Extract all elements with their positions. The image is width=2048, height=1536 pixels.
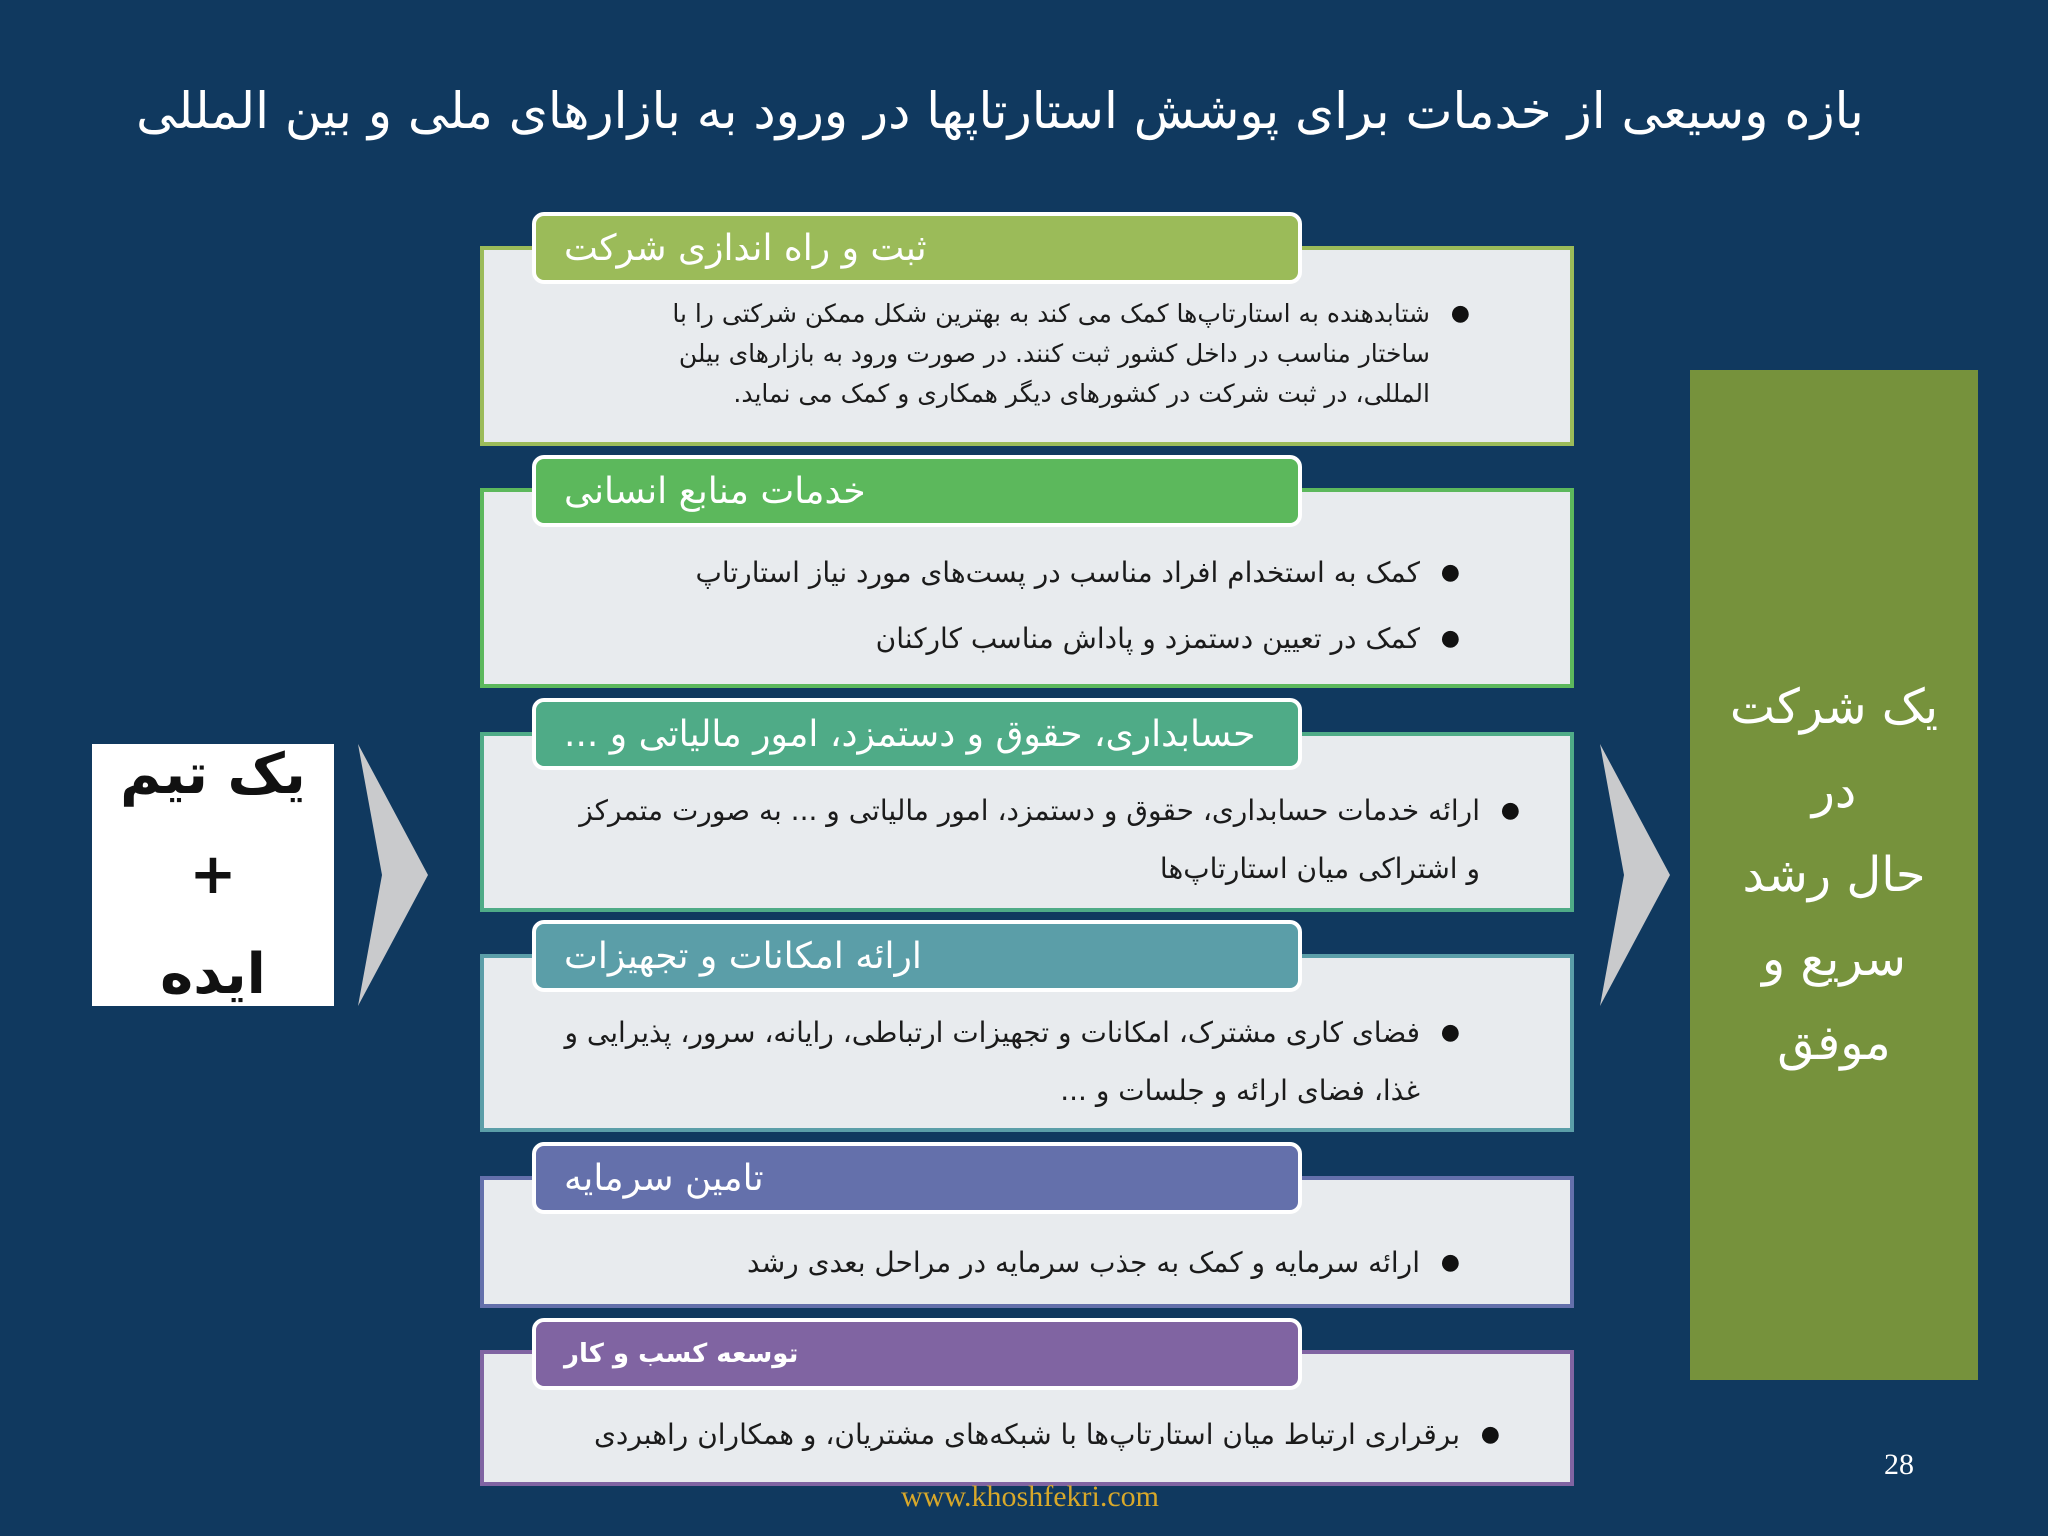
bullet-item: ● ارائه خدمات حسابداری، حقوق و دستمزد، امور مالیاتی و ... به صورت متمرکز و اشتراکی میان استارتاپ‌ها (560, 782, 1520, 898)
chevron-right-arrow-icon (358, 744, 428, 1006)
service-tab-hr: خدمات منابع انسانی (532, 455, 1302, 527)
result-box-growing-company (1690, 370, 1978, 1380)
input-line-1: یک تیم + (120, 742, 306, 907)
page-number: 28 (1884, 1448, 1914, 1481)
service-bullets (600, 1234, 1460, 1292)
result-line-1: یک شرکت در (1729, 679, 1939, 819)
bullet-item: ● شتابدهنده به استارتاپ‌ها کمک می کند به بهترین شکل ممکن شرکتی را با ساختار مناسب در داخل کشور ثبت کنند. در صورت ورود به بازارهای بیلن المللی، در ثبت شرکت در کشورهای دیگر همکاری و کمک می نماید. (610, 294, 1470, 414)
service-bullets (610, 294, 1470, 414)
service-tab-funding: تامین سرمایه (532, 1142, 1302, 1214)
bullet-item: ● ارائه سرمایه و کمک به جذب سرمایه در مراحل بعدی رشد (600, 1234, 1460, 1292)
result-line-2: حال رشد (1742, 847, 1926, 903)
service-tab-registration: ثبت و راه اندازی شرکت (532, 212, 1302, 284)
input-box-team-idea (92, 744, 334, 1006)
service-bullets (620, 544, 1460, 668)
service-tab-business-development: توسعه کسب و کار (532, 1318, 1302, 1390)
service-tab-facilities: ارائه امکانات و تجهیزات (532, 920, 1302, 992)
bullet-item: ● فضای کاری مشترک، امکانات و تجهیزات ارتباطی، رایانه، سرور، پذیرایی و غذا، فضای ارائه و جلسات و ... (560, 1004, 1460, 1120)
service-bullets (560, 1004, 1460, 1120)
input-line-2: ایده (160, 942, 266, 1007)
bullet-item: ● کمک در تعیین دستمزد و پاداش مناسب کارکنان (620, 610, 1460, 668)
bullet-item: ● برقراری ارتباط میان استارتاپ‌ها با شبکه‌های مشتریان، و همکاران راهبردی (580, 1406, 1500, 1464)
slide-title: بازه وسیعی از خدمات برای پوشش استارتاپها در ورود به بازارهای ملی و بین المللی (136, 82, 1864, 140)
chevron-right-arrow-icon (1600, 744, 1670, 1006)
service-tab-accounting: حسابداری، حقوق و دستمزد، امور مالیاتی و ... (532, 698, 1302, 770)
service-bullets (560, 782, 1520, 898)
service-bullets (580, 1406, 1500, 1464)
result-line-3: سریع و موفق (1761, 931, 1907, 1071)
website-url: www.khoshfekri.com (900, 1480, 1159, 1513)
bullet-item: ● کمک به استخدام افراد مناسب در پست‌های مورد نیاز استارتاپ (620, 544, 1460, 602)
